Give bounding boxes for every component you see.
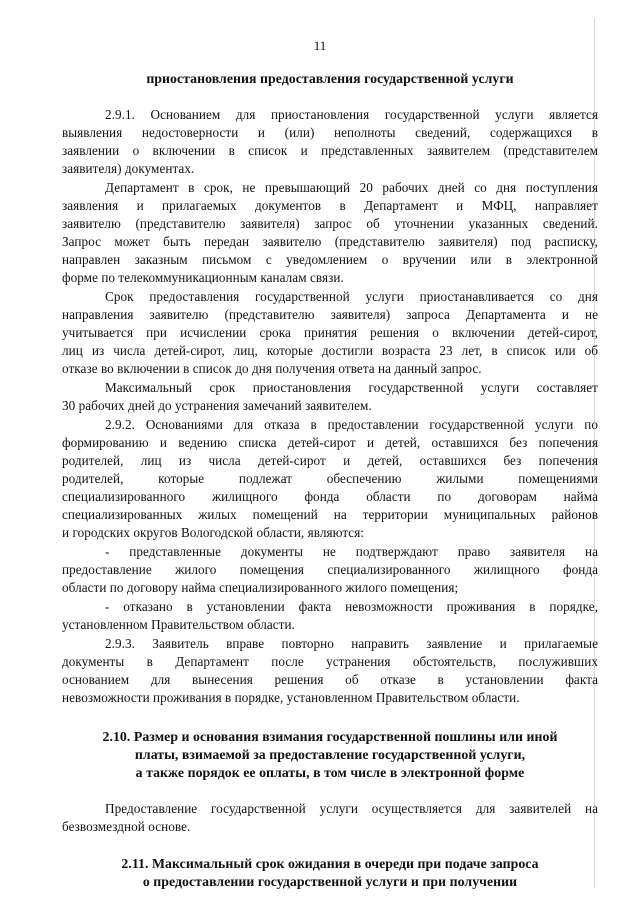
paragraph-line: Предоставление государственной услуги осуществляется для заявителей на (105, 801, 598, 816)
paragraph-line: лиц из числа детей-сирот, лиц, которые достигли возраста 23 лет, в список или об (62, 343, 598, 358)
paragraph-line: заявителю (представителю заявителя) запрос об уточнении указанных сведений. (62, 216, 598, 231)
section-heading-continuation: приостановления предоставления государственной услуги (146, 71, 514, 86)
paragraph-line: области по договору найма специализированного жилого помещения; (62, 580, 459, 595)
paragraph-line: установленном Правительством области. (62, 617, 295, 632)
paragraph-line: Департамент в срок, не превышающий 20 рабочих дней со дня поступления (105, 180, 598, 195)
paragraph-line: Срок предоставления государственной услуги приостанавливается со дня (105, 289, 598, 304)
paragraph-line: направления заявителю (представителю заявителя) запроса Департамента и не (62, 307, 598, 322)
paragraph-line: 2.9.3. Заявитель вправе повторно направить заявление и прилагаемые (105, 636, 598, 651)
paragraph-line: Максимальный срок приостановления государственной услуги составляет (105, 380, 598, 395)
paragraph-line: 30 рабочих дней до устранения замечаний заявителем. (62, 398, 372, 413)
paragraph-line: предоставление жилого помещения специализированного жилищного фонда (62, 562, 598, 577)
section-heading-2-11: о предоставлении государственной услуги и при получении (142, 874, 518, 889)
paragraph-line: специализированных жилых помещений на территории муниципальных районов (62, 507, 598, 522)
list-item: - представленные документы не подтверждают право заявителя на (105, 544, 598, 559)
paragraph-line: выявления недостоверности и (или) неполноты сведений, содержащихся в (62, 125, 598, 140)
paragraph-line: 2.9.1. Основанием для приостановления государственной услуги является (105, 107, 598, 122)
paragraph-line: родителей, которые подлежат обеспечению жилыми помещениями (62, 471, 598, 486)
paragraph-line: документы в Департамент после устранения обстоятельств, послуживших (62, 654, 598, 669)
paragraph-line: родителей, лиц из числа детей-сирот и детей, оставшихся без попечения (62, 453, 598, 468)
paragraph-line: формированию и ведению списка детей-сирот и детей, оставшихся без попечения (62, 435, 598, 450)
section-heading-2-10: платы, взимаемой за предоставление государственной услуги, (134, 747, 526, 762)
paragraph-line: основанием для вынесения решения об отказе в установлении факта (62, 672, 598, 687)
paragraph-line: форме по телекоммуникационным каналам связи. (62, 270, 344, 285)
section-heading-2-11: 2.11. Максимальный срок ожидания в очереди при подаче запроса (121, 856, 539, 871)
paragraph-line: учитывается при исчислении срока принятия решения о включении детей-сирот, (62, 325, 598, 340)
paragraph-line: заявлении о включении в список и представленных заявителем (представителем (62, 143, 598, 158)
paragraph-line: заявителя) документах. (62, 161, 195, 176)
page-number: 11 (313, 38, 327, 53)
paragraph-line: 2.9.2. Основаниями для отказа в предоставлении государственной услуги по (105, 417, 598, 432)
paragraph-line: невозможности проживания в порядке, установленном Правительством области. (62, 690, 520, 705)
section-heading-2-10: а также порядок ее оплаты, в том числе в электронной форме (135, 765, 525, 780)
paragraph-line: и городских округов Вологодской области, являются: (62, 525, 365, 540)
paragraph-line: Запрос может быть передан заявителю (представителю заявителя) под расписку, (62, 234, 598, 249)
paragraph-line: направлен заказным письмом с уведомлением о вручении или в электронной (62, 252, 598, 267)
section-heading-2-10: 2.10. Размер и основания взимания государственной пошлины или иной (102, 729, 558, 744)
paragraph-line: заявления и прилагаемых документов в Департамент и МФЦ, направляет (62, 198, 598, 213)
list-item: - отказано в установлении факта невозможности проживания в порядке, (105, 599, 598, 614)
paragraph-line: отказе во включении в список до дня получения ответа на данный запрос. (62, 361, 482, 376)
paragraph-line: специализированного жилищного фонда области по договорам найма (62, 489, 598, 504)
paragraph-line: безвозмездной основе. (62, 819, 191, 834)
